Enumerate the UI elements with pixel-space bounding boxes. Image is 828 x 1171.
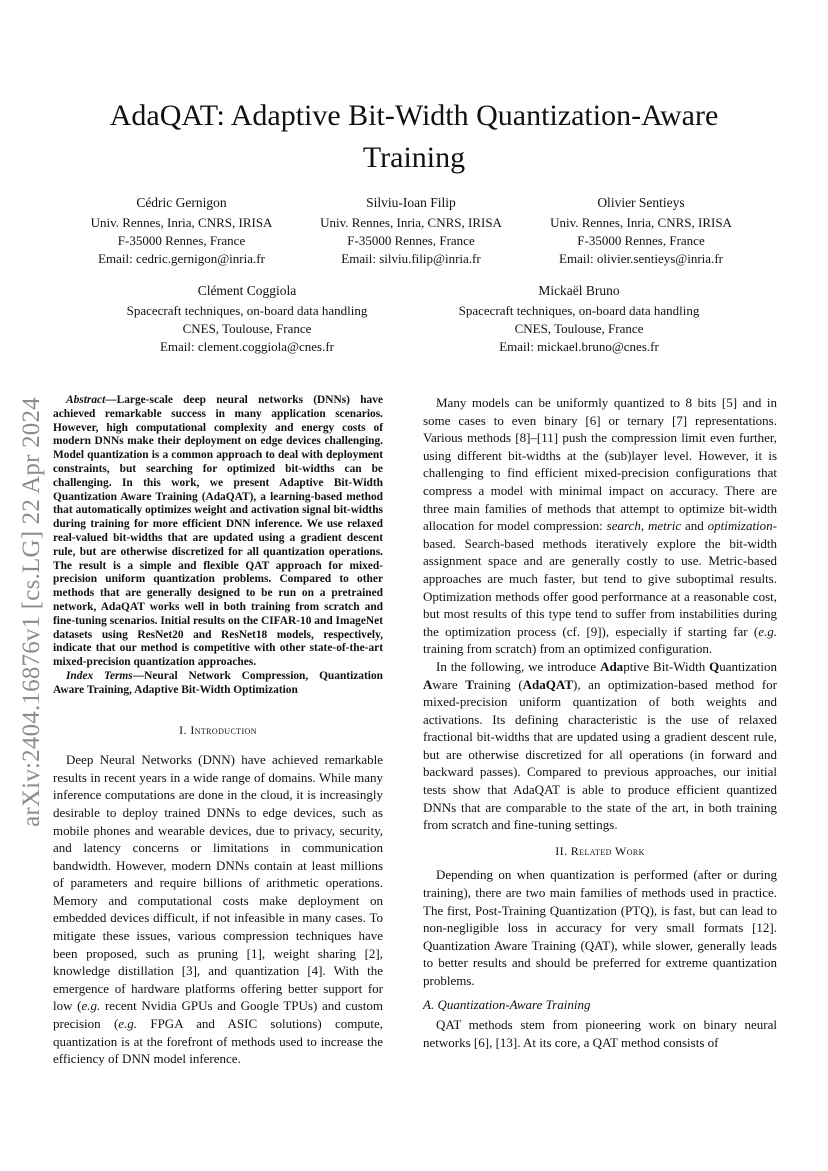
author-location: CNES, Toulouse, France: [182, 321, 312, 336]
author-block: [444, 282, 714, 356]
section-heading-introduction: [53, 722, 383, 740]
section-title: Related Work: [570, 843, 645, 858]
body-paragraph: QAT methods stem from pioneering work on binary neural networks [6], [13]. At its core, a QAT method consists of: [423, 1017, 777, 1050]
index-terms-text: —Neural Network Compression, Quantization Aware Training, Adaptive Bit-Width Optimization: [53, 669, 383, 696]
body-paragraph: Many models can be uniformly quantized to 8 bits [5] and in some cases to even binary [6] or ternary [7] representations. Various methods [8]–[11] push the compression limit even further, using different bit-widths at the (sub)layer level. However, it is challenging to find efficient mixed-precision configurations that compress a model with minimal impact on accuracy. There are three main families of methods that attempt to optimize bit-width allocation for model compression: search, metric and optimization-based. Search-based methods iteratively explore the bit-width assignment space and are generally costly to use. Metric-based approaches are much faster, but tend to give suboptimal results. Optimization methods offer good performance at a reasonable cost, but most results of this type tend to suffer from instabilities during the optimization process (cf. [9]), especially if starting far (e.g. training from scratch) from an optimized configuration.: [423, 395, 778, 657]
author-name: Olivier Sentieys: [597, 195, 685, 210]
right-column: [423, 394, 777, 1051]
author-name: Cédric Gernigon: [136, 195, 227, 210]
author-affiliation: Univ. Rennes, Inria, CNRS, IRISA: [320, 215, 502, 230]
author-name: Silviu-Ioan Filip: [366, 195, 456, 210]
author-block: [538, 194, 744, 268]
body-paragraph: In the following, we introduce Adaptive Bit-Width Quantization Aware Training (AdaQAT), an optimization-based method for mixed-precision uniform quantization of both weights and activations. Its defining characteristic is the use of relaxed fractional bit-widths that are updated using a gradient descent rule, but are otherwise discretized for all operations (in forward and backward passes). Compared to previous approaches, our initial tests show that AdaQAT is able to produce efficient quantized DNNs that are comparable to the state of the art, in both training from scratch and fine-tuning settings.: [423, 658, 778, 833]
section-heading-related-work: [423, 843, 777, 861]
paper-title: AdaQAT: Adaptive Bit-Width Quantization-Aware Training: [109, 99, 719, 174]
author-email: Email: cedric.gernigon@inria.fr: [98, 251, 265, 266]
author-location: F-35000 Rennes, France: [347, 233, 475, 248]
index-terms-lead: Index Terms: [66, 669, 133, 682]
author-email: Email: mickael.bruno@cnes.fr: [499, 339, 659, 354]
section-number: II.: [555, 843, 571, 858]
intro-paragraph: Deep Neural Networks (DNN) have achieved remarkable results in recent years in a wide range of domains. While many inference computations are done in the cloud, it is increasingly desirable to deploy trained DNNs to edge devices, such as mobile phones and wearable devices, due to privacy, security, and latency concerns or limitations in communication bandwidth. However, modern DNNs contain at least millions of parameters and require billions of arithmetic operations. Memory and computational costs make deployment on embedded devices difficult, if not infeasible in many cases. To mitigate these issues, various compression techniques have been proposed, such as pruning [1], weight sharing [2], knowledge distillation [3], and quantization [4]. With the emergence of hardware platforms offering better support for low (e.g. recent Nvidia GPUs and Google TPUs) and custom precision (e.g. FPGA and ASIC solutions) compute, quantization is at the forefront of methods used to increase the efficiency of DNN model inference.: [53, 752, 383, 1067]
author-affiliation: Spacecraft techniques, on-board data handling: [458, 303, 700, 318]
index-terms: [53, 670, 383, 698]
abstract: [53, 394, 383, 670]
author-location: F-35000 Rennes, France: [577, 233, 705, 248]
author-block: [308, 194, 514, 268]
author-block: [112, 282, 382, 356]
section-title: Introduction: [190, 722, 257, 737]
arxiv-identifier-stamp: [18, 0, 46, 1171]
author-name: Mickaël Bruno: [538, 283, 620, 298]
author-affiliation: Univ. Rennes, Inria, CNRS, IRISA: [90, 215, 273, 230]
author-email: Email: olivier.sentieys@inria.fr: [559, 251, 723, 266]
body-paragraph: Depending on when quantization is performed (after or during training), there are two main families of methods used in practice. The first, Post-Training Quantization (PTQ), is fast, but can lead to non-negligible loss in accuracy for very small formats [12]. Quantization Aware Training (QAT), while slower, generally leads to better results and should be preferred for extreme quantization problems.: [423, 867, 777, 988]
author-name: Clément Coggiola: [197, 283, 297, 298]
author-email: Email: clement.coggiola@cnes.fr: [159, 339, 335, 354]
abstract-text: —Large-scale deep neural networks (DNNs) have achieved remarkable success in many application scenarios. However, high computational complexity and energy costs of modern DNNs make their deployment on edge devices challenging. Model quantization is a common approach to deal with deployment constraints, but searching for optimized bit-widths can be challenging. In this work, we present Adaptive Bit-Width Quantization Aware Training (AdaQAT), a learning-based method that automatically optimizes weight and activation signal bit-widths during training for more efficient DNN inference. We use relaxed real-valued bit-widths that are updated using a gradient descent rule, but are otherwise discretized for all quantization operations. The result is a simple and flexible QAT approach for mixed-precision uniform quantization problems. Compared to other methods that are generally designed to be run on a pretrained network, AdaQAT works well in both training from scratch and fine-tuning scenarios. Initial results on the CIFAR-10 and ImageNet datasets using ResNet20 and ResNet18 models, respectively, indicate that our method is competitive with other state-of-the-art mixed-precision quantization approaches.: [53, 394, 383, 669]
subsection-heading: A. Quantization-Aware Training: [423, 996, 591, 1012]
left-column: [53, 394, 383, 1068]
author-location: F-35000 Rennes, France: [117, 233, 246, 248]
abstract-lead: Abstract: [66, 394, 106, 406]
section-number: I.: [179, 722, 191, 737]
author-affiliation: Univ. Rennes, Inria, CNRS, IRISA: [550, 215, 732, 230]
author-email: Email: silviu.filip@inria.fr: [341, 251, 481, 266]
author-block: [80, 194, 283, 268]
author-affiliation: Spacecraft techniques, on-board data handling: [126, 303, 368, 318]
author-location: CNES, Toulouse, France: [514, 321, 644, 336]
arxiv-identifier-text: arXiv:2404.16876v1 [cs.LG] 22 Apr 2024: [18, 397, 45, 827]
